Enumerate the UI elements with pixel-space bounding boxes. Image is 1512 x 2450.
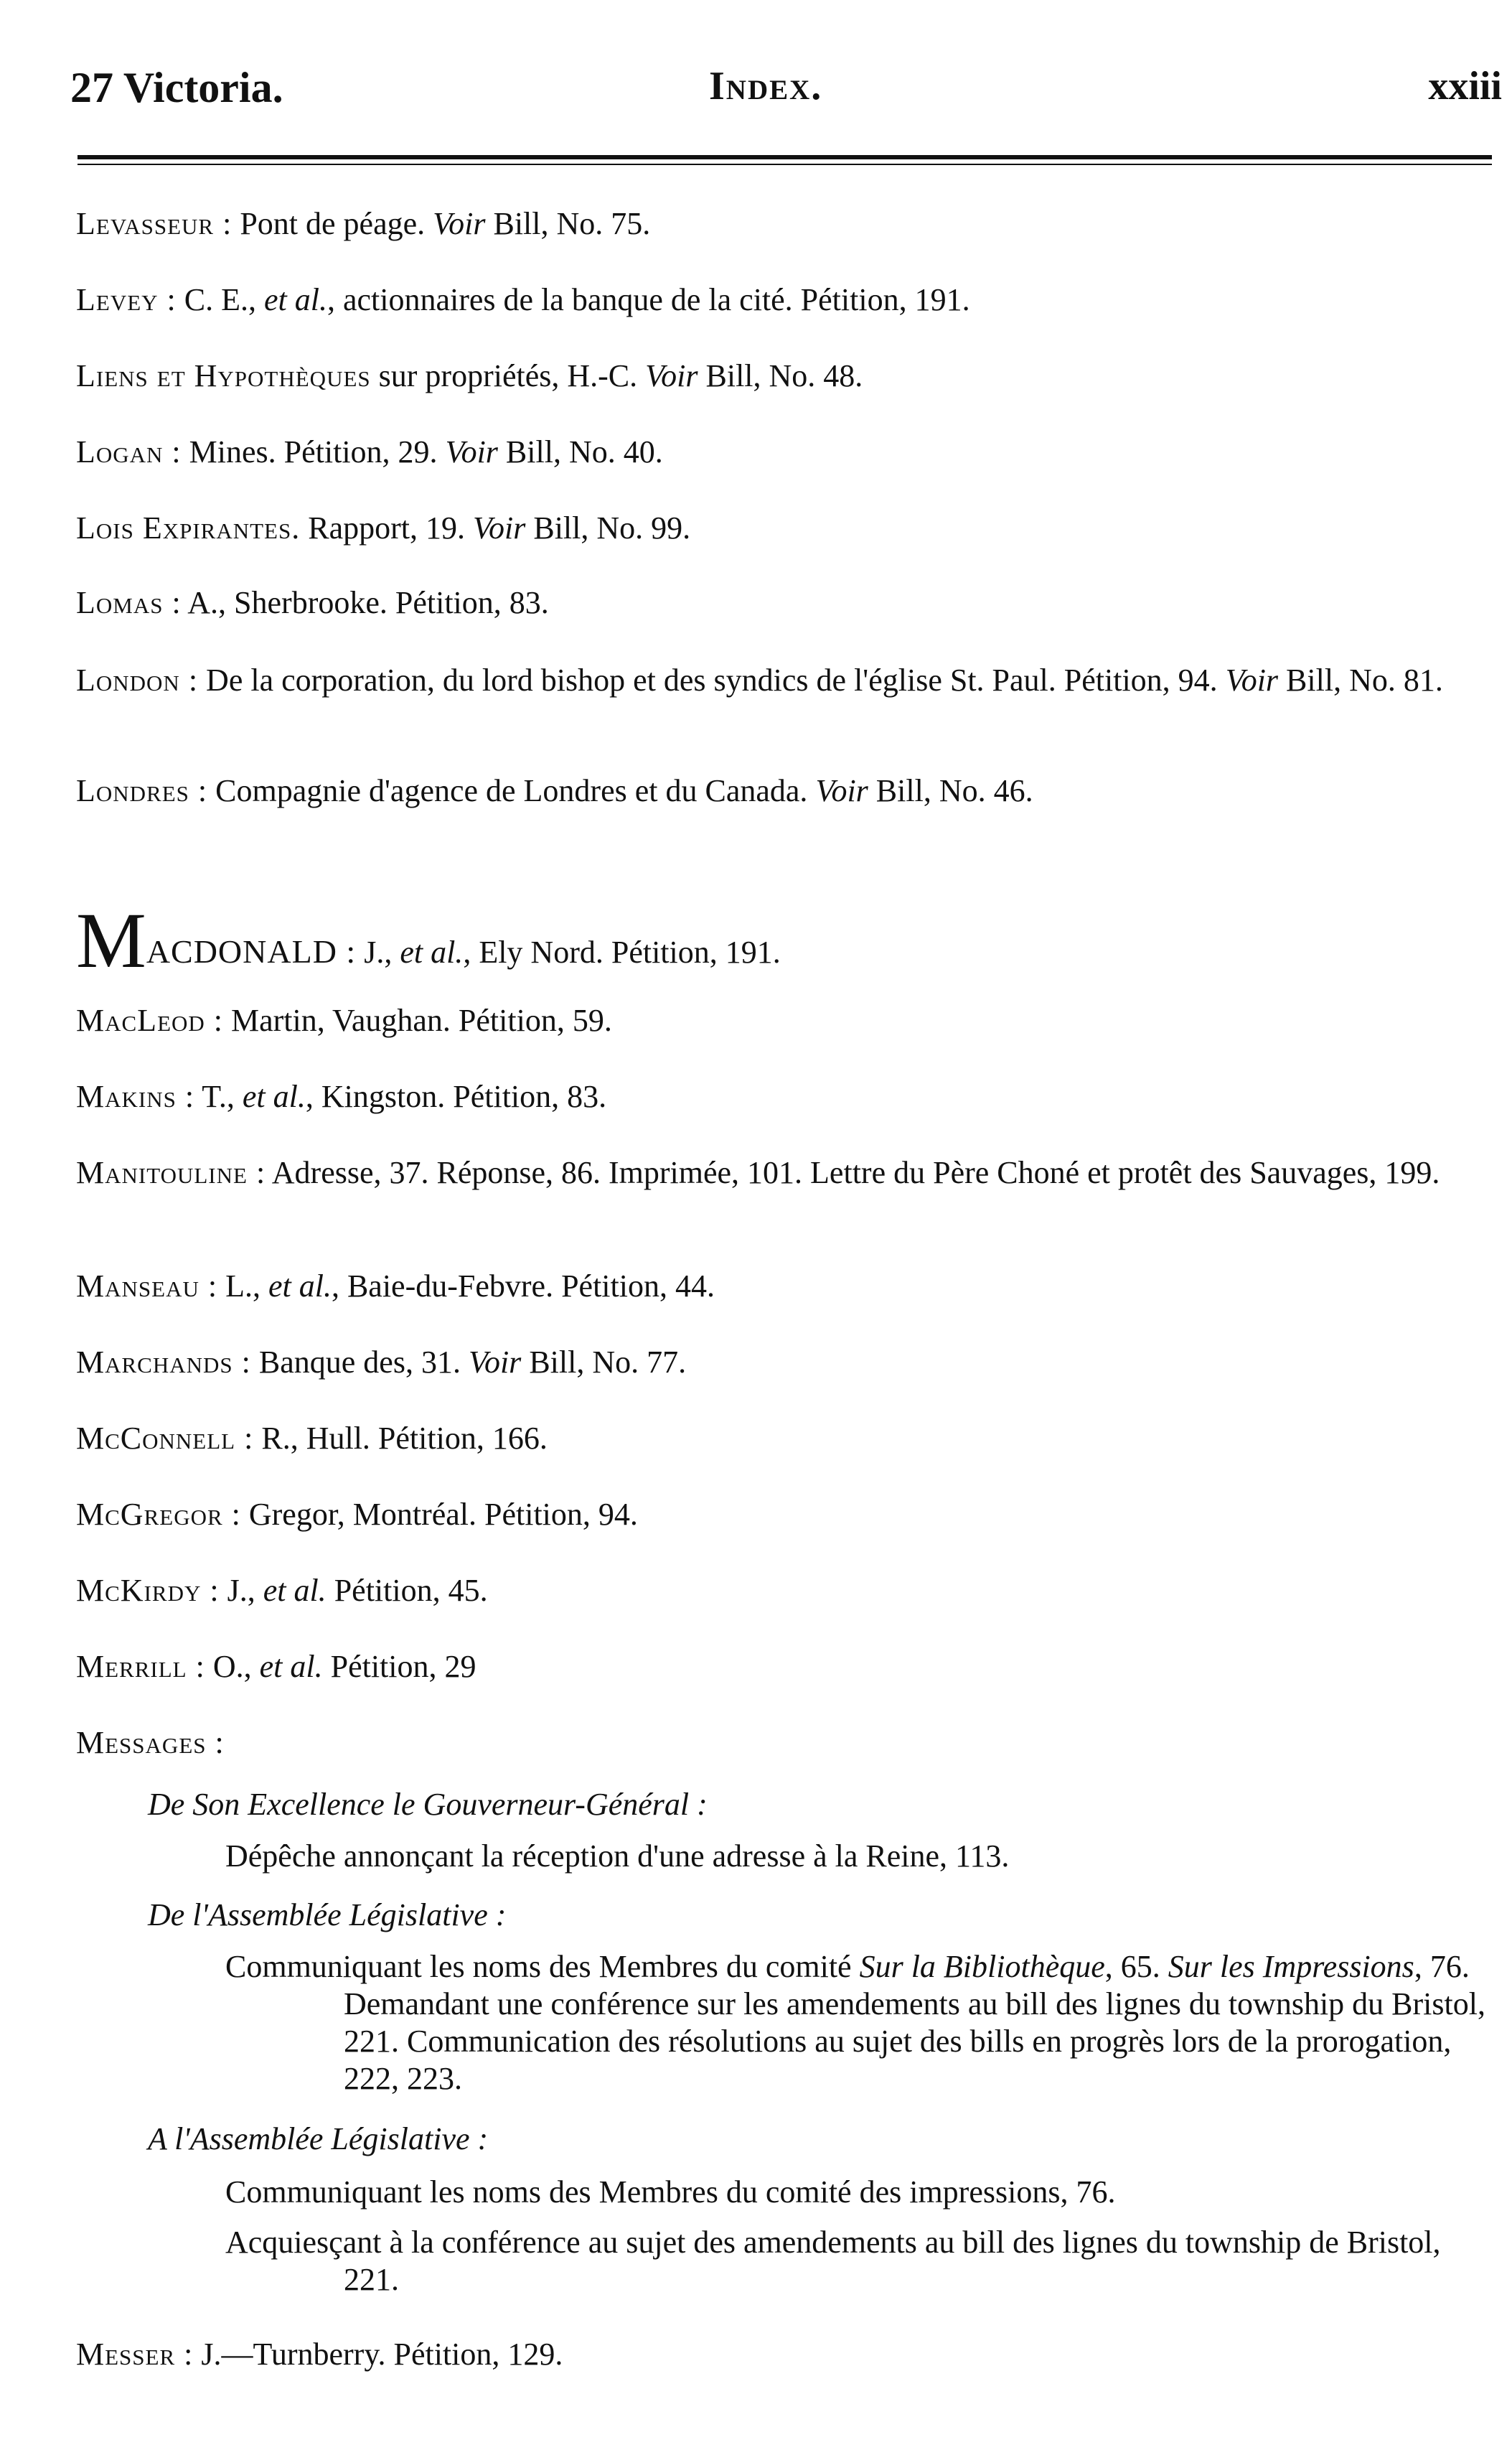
index-entry: [76, 1648, 1501, 1685]
text-run: Compagnie d'agence de Londres et du Canada.: [207, 773, 816, 808]
text-run: Mines. Pétition, 29.: [181, 434, 446, 469]
text-run: Banque des, 31.: [250, 1345, 469, 1380]
text-run: Bill, No. 99.: [525, 510, 691, 546]
entry-text: [371, 358, 863, 393]
text-run: Bill, No. 81.: [1278, 663, 1443, 698]
entry-key: Makins :: [76, 1079, 195, 1114]
entry-text: [253, 1421, 547, 1456]
text-run: Communiquant les noms des Membres du comité: [225, 1949, 860, 1984]
entry-key: MacLeod :: [76, 1003, 223, 1038]
header-page-number: xxiii: [1428, 64, 1502, 108]
entry-text: [220, 1573, 488, 1608]
text-run: , 65.: [1104, 1949, 1168, 1984]
entry-text: [300, 510, 690, 546]
entry-key: Messages :: [76, 1725, 225, 1760]
entry-text: [182, 434, 663, 469]
index-entry: [76, 662, 1501, 699]
entry-text: [193, 2337, 563, 2372]
text-run: Gregor, Montréal. Pétition, 94.: [240, 1497, 638, 1532]
messages-item: [225, 1948, 1501, 2098]
index-entry: [76, 1268, 1501, 1305]
messages-item: [225, 2224, 1501, 2299]
entry-text: [207, 773, 1033, 808]
messages-item: [225, 2174, 1501, 2211]
text-run: , Baie-du-Febvre. Pétition, 44.: [331, 1268, 715, 1304]
text-run: J.,: [219, 1573, 263, 1608]
text-run: Pont de péage.: [232, 206, 433, 241]
entry-key: Lois Expirantes.: [76, 510, 301, 546]
messages-subheading: De Son Excellence le Gouverneur-Général :: [148, 1787, 708, 1822]
entry-key: McConnell :: [76, 1421, 254, 1456]
messages-subheading: De l'Assemblée Législative :: [148, 1897, 507, 1932]
index-entry: [76, 2336, 1501, 2373]
entry-text: [194, 1079, 606, 1114]
text-run: Pétition, 29: [322, 1649, 476, 1684]
header-title: Index.: [709, 64, 823, 108]
entry-text: [205, 1649, 476, 1684]
index-entry: [76, 1078, 1501, 1116]
text-run: Adresse, 37. Réponse, 86. Imprimée, 101. Lettre du Père Choné et protêt des Sauvages, 199.: [266, 1155, 1440, 1190]
italic-run: et al.: [263, 282, 327, 317]
text-run: L.,: [217, 1268, 268, 1304]
entry-text: [251, 1345, 686, 1380]
index-entry-macdonald: [76, 897, 1501, 984]
entry-key: London :: [76, 663, 199, 698]
italic-run: Voir: [445, 434, 498, 469]
entry-key: McGregor :: [76, 1497, 241, 1532]
text-run: Bill, No. 46.: [868, 773, 1033, 808]
entry-text: [266, 1155, 1440, 1190]
entry-key: Manitouline :: [76, 1155, 266, 1190]
text-run: Rapport, 19.: [300, 510, 473, 546]
italic-run: et al.: [268, 1268, 332, 1304]
text-run: A., Sherbrooke. Pétition, 83.: [181, 585, 549, 620]
text-run: Acquiesçant à la conférence au sujet des amendements au bill des lignes du township de Bristol, 221.: [225, 2225, 1441, 2297]
entry-key: McKirdy :: [76, 1573, 220, 1608]
text-run: , Ely Nord. Pétition, 191.: [463, 935, 781, 970]
header-volume: 27 Victoria.: [70, 64, 283, 111]
text-run: J.,: [356, 935, 400, 970]
index-entry: [76, 584, 1501, 622]
italic-run: Voir: [433, 206, 486, 241]
text-run: Bill, No. 77.: [521, 1345, 687, 1380]
index-entry: [76, 1572, 1501, 1609]
italic-run: et al.: [400, 935, 464, 970]
italic-run: Sur les Impressions: [1168, 1949, 1414, 1984]
entry-key: Lomas :: [76, 585, 182, 620]
entry-key: Manseau :: [76, 1268, 218, 1304]
text-run: , 76. Demandant une conférence sur les amendements au bill des lignes du township du Bristol, 221. Communication des résolutions au sujet des bills en progrès lors de la prorogation, 222, 223.: [344, 1949, 1485, 2096]
entry-key: ACDONALD :: [146, 933, 357, 970]
index-entry: [76, 1154, 1501, 1192]
italic-run: Voir: [473, 510, 526, 546]
entry-key: Marchands :: [76, 1345, 251, 1380]
index-entry: [76, 1002, 1501, 1039]
entry-text: [241, 1497, 638, 1532]
text-run: sur propriétés, H.-C.: [370, 358, 646, 393]
entry-text: [232, 206, 650, 241]
text-run: Bill, No. 48.: [698, 358, 863, 393]
index-entry: [76, 510, 1501, 547]
text-run: J.—Turnberry. Pétition, 129.: [193, 2337, 563, 2372]
text-run: Dépêche annonçant la réception d'une adresse à la Reine, 113.: [225, 1838, 1010, 1874]
italic-run: et al.: [259, 1649, 323, 1684]
text-run: R., Hull. Pétition, 166.: [253, 1421, 548, 1456]
text-run: Pétition, 45.: [326, 1573, 488, 1608]
italic-run: et al.: [263, 1573, 327, 1608]
index-entry: [76, 1496, 1501, 1533]
page-header: [70, 63, 1502, 121]
index-entry: [76, 434, 1501, 471]
index-entry: [76, 357, 1501, 395]
entry-key: Messer :: [76, 2337, 194, 2372]
entry-key: Logan :: [76, 434, 182, 469]
entry-key: Merrill :: [76, 1649, 205, 1684]
text-run: , Kingston. Pétition, 83.: [305, 1079, 607, 1114]
italic-run: Sur la Bibliothèque: [859, 1949, 1105, 1984]
text-run: Martin, Vaughan. Pétition, 59.: [223, 1003, 612, 1038]
index-entry: [76, 772, 1501, 810]
text-run: Communiquant les noms des Membres du comité des impressions, 76.: [225, 2174, 1116, 2210]
entry-text: [182, 585, 549, 620]
text-run: O.,: [205, 1649, 260, 1684]
entry-text: [198, 663, 1443, 698]
entry-key: Londres :: [76, 773, 208, 808]
entry-key: Liens et Hypothèques: [76, 358, 371, 393]
index-entry-messages: [76, 1724, 1501, 1762]
entry-key: Levasseur :: [76, 206, 233, 241]
index-entry: [76, 205, 1501, 243]
index-entry: [76, 281, 1501, 319]
header-rule-thin: [78, 164, 1492, 165]
text-run: De la corporation, du lord bishop et des syndics de l'église St. Paul. Pétition, 94.: [198, 663, 1226, 698]
italic-run: Voir: [468, 1345, 522, 1380]
italic-run: et al.: [242, 1079, 306, 1114]
entry-text: [217, 1268, 715, 1304]
entry-key: Levey :: [76, 282, 177, 317]
entry-text: [177, 282, 970, 317]
text-run: Bill, No. 75.: [485, 206, 651, 241]
messages-item: [225, 1838, 1501, 1875]
text-run: Bill, No. 40.: [497, 434, 663, 469]
italic-run: Voir: [815, 773, 868, 808]
drop-cap: M: [76, 897, 146, 984]
entry-text: [223, 1003, 612, 1038]
header-rule-thick: [78, 155, 1492, 159]
italic-run: Voir: [645, 358, 698, 393]
index-entry: [76, 1420, 1501, 1457]
italic-run: Voir: [1225, 663, 1279, 698]
text-run: C. E.,: [176, 282, 264, 317]
index-entry: [76, 1344, 1501, 1381]
text-run: T.,: [194, 1079, 243, 1114]
entry-text: [356, 935, 781, 970]
messages-subheading: A l'Assemblée Législative :: [148, 2121, 489, 2156]
text-run: , actionnaires de la banque de la cité. Pétition, 191.: [327, 282, 970, 317]
